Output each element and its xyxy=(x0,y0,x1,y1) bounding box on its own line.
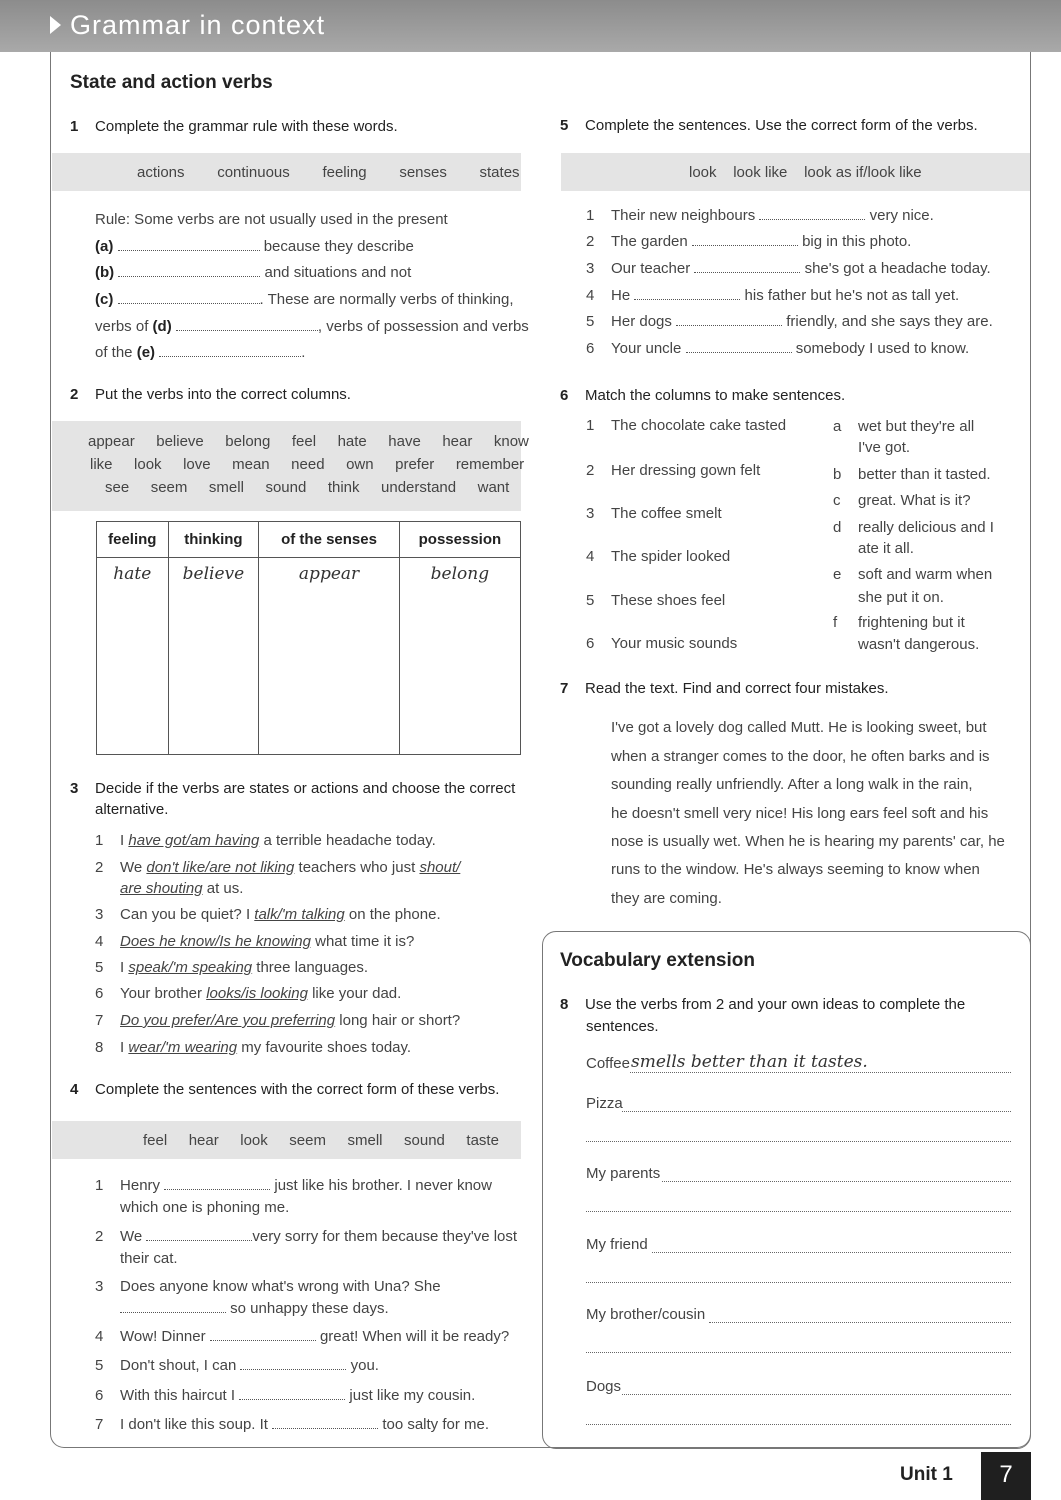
ex7-text-line: I've got a lovely dog called Mutt. He is looking sweet, but xyxy=(611,719,987,736)
ex5-item: 3 Our teacher she's got a headache today. xyxy=(586,260,991,277)
ex8-prompt-brother: My brother/cousin xyxy=(586,1306,706,1323)
ex7-text-line: nose is usually wet. When he is hearing my parents' car, he xyxy=(611,833,1005,850)
answer-blank[interactable] xyxy=(210,1329,316,1341)
ex6-right-item[interactable]: frightening but it xyxy=(858,614,965,631)
ex4-item: 2 We very sorry for them because they've lost xyxy=(95,1228,518,1245)
answer-blank[interactable] xyxy=(239,1388,345,1400)
ex4-item-cont: their cat. xyxy=(120,1250,178,1267)
ex1-words: actions continuous feeling senses states xyxy=(137,164,520,181)
answer-blank[interactable] xyxy=(164,1178,270,1190)
ex3-instruction: 3 Decide if the verbs are states or actions and choose the correct xyxy=(70,780,516,797)
ex6-left-item[interactable]: 4 The spider looked xyxy=(586,548,731,565)
ex6-right-item[interactable]: soft and warm when xyxy=(858,566,993,583)
ex4-words: feel hear look seem smell sound taste xyxy=(143,1132,499,1149)
ex1-instruction: 1 Complete the grammar rule with these words. xyxy=(70,118,398,135)
ex3-item-cont: are shouting at us. xyxy=(120,880,244,897)
ex6-right-item-cont: she put it on. xyxy=(858,589,944,606)
ex7-text-line: sounding really unfriendly. After a long walk in the rain, xyxy=(611,776,973,793)
answer-blank[interactable] xyxy=(634,288,740,300)
answer-blank[interactable] xyxy=(118,292,260,304)
answer-blank[interactable] xyxy=(759,208,865,220)
ex4-item: 4 Wow! Dinner great! When will it be ready? xyxy=(95,1328,510,1345)
ex8-prompt-pizza: Pizza xyxy=(586,1095,623,1112)
ex6-right-item[interactable]: great. What is it? xyxy=(858,492,971,509)
answer-line[interactable] xyxy=(586,1211,1011,1212)
ex8-example-answer: smells better than it tastes. xyxy=(631,1052,868,1072)
ex6-left-item[interactable]: 5 These shoes feel xyxy=(586,592,726,609)
ex4-item: 1 Henry just like his brother. I never know xyxy=(95,1177,492,1194)
section-title: State and action verbs xyxy=(70,72,273,93)
ex1-line-a: (a) because they describe xyxy=(95,238,414,255)
ex6-right-letter: e xyxy=(833,566,842,583)
example-answer: believe xyxy=(182,564,245,584)
ex3-item: 3 Can you be quiet? I talk/'m talking on the phone. xyxy=(95,906,441,923)
answer-line[interactable] xyxy=(586,1141,1011,1142)
answer-blank[interactable] xyxy=(146,1229,252,1241)
answer-line[interactable] xyxy=(622,1394,1011,1395)
ex6-right-letter: f xyxy=(833,614,838,631)
ex6-right-letter: c xyxy=(833,492,841,509)
header-title: Grammar in context xyxy=(70,10,326,40)
ex4-instruction: 4 Complete the sentences with the correct form of these verbs. xyxy=(70,1081,500,1098)
answer-blank[interactable] xyxy=(694,261,800,273)
ex5-item: 6 Your uncle somebody I used to know. xyxy=(586,340,970,357)
ex7-text-line: he doesn't smell very nice! His long ears feel soft and his xyxy=(611,805,989,822)
col-feeling-cell[interactable] xyxy=(97,558,169,755)
ex2-word-box xyxy=(52,421,529,511)
answer-line[interactable] xyxy=(709,1322,1011,1323)
ex2-instruction: 2 Put the verbs into the correct columns. xyxy=(70,386,351,403)
example-answer: hate xyxy=(113,564,152,584)
ex1-word-box xyxy=(52,153,521,191)
ex2-words-row2: like look love mean need own prefer remember xyxy=(90,456,525,473)
ex4-item: 5 Don't shout, I can you. xyxy=(95,1357,379,1374)
ex4-item: 6 With this haircut I just like my cousin. xyxy=(95,1387,476,1404)
ex8-prompt-friend: My friend xyxy=(586,1236,648,1253)
ex6-right-item-cont: I've got. xyxy=(858,439,911,456)
ex5-item: 2 The garden big in this photo. xyxy=(586,233,912,250)
col-possession-cell[interactable] xyxy=(399,558,520,755)
answer-line[interactable] xyxy=(586,1424,1011,1425)
ex6-right-item[interactable]: really delicious and I xyxy=(858,519,994,536)
ex3-item: 2 We don't like/are not liking teachers who just shout/ xyxy=(95,859,461,876)
ex5-words: look look like look as if/look like xyxy=(689,164,922,181)
ex2-columns-table xyxy=(96,521,521,755)
ex8-prompt-parents: My parents xyxy=(586,1165,661,1182)
ex1-line-d: verbs of (d) , verbs of possession and verbs xyxy=(95,318,529,335)
col-header-senses: of the senses xyxy=(259,522,400,558)
ex6-instruction: 6 Match the columns to make sentences. xyxy=(560,387,846,404)
ex6-right-letter: b xyxy=(833,466,842,483)
ex1-line-b: (b) and situations and not xyxy=(95,264,412,281)
col-header-thinking: thinking xyxy=(168,522,259,558)
ex3-item: 7 Do you prefer/Are you preferring long hair or short? xyxy=(95,1012,461,1029)
header-bar xyxy=(0,0,1061,52)
ex2-words-row1: appear believe belong feel hate have hear know xyxy=(88,433,529,450)
answer-blank[interactable] xyxy=(118,265,260,277)
answer-blank[interactable] xyxy=(120,1301,226,1313)
ex5-item: 4 He his father but he's not as tall yet. xyxy=(586,287,960,304)
example-answer: belong xyxy=(430,564,490,584)
ex8-instruction: 8 Use the verbs from 2 and your own ideas to complete the xyxy=(560,996,966,1013)
col-senses-cell[interactable] xyxy=(259,558,400,755)
ex6-right-letter: a xyxy=(833,418,842,435)
example-answer: appear xyxy=(298,564,360,584)
ex6-left-item[interactable]: 1 The chocolate cake tasted xyxy=(586,417,787,434)
answer-line[interactable] xyxy=(630,1072,1011,1073)
ex6-left-item[interactable]: 6 Your music sounds xyxy=(586,635,738,652)
answer-blank[interactable] xyxy=(692,234,798,246)
answer-blank[interactable] xyxy=(272,1417,378,1429)
answer-line[interactable] xyxy=(622,1111,1011,1112)
answer-blank[interactable] xyxy=(240,1358,346,1370)
ex1-line-e: of the (e) . xyxy=(95,344,306,361)
ex6-right-item[interactable]: better than it tasted. xyxy=(858,466,991,483)
answer-line[interactable] xyxy=(652,1252,1011,1253)
col-header-feeling: feeling xyxy=(97,522,169,558)
answer-blank[interactable] xyxy=(159,345,301,357)
ex6-right-item-cont: wasn't dangerous. xyxy=(858,636,980,653)
ex3-item: 1 I have got/am having a terrible headache today. xyxy=(95,832,436,849)
page-number: 7 xyxy=(981,1452,1031,1500)
answer-line[interactable] xyxy=(662,1181,1011,1182)
ex7-instruction: 7 Read the text. Find and correct four mistakes. xyxy=(560,680,889,697)
ex4-item: 3 Does anyone know what's wrong with Una? She xyxy=(95,1278,441,1295)
vocab-title: Vocabulary extension xyxy=(560,950,755,971)
ex3-item: 6 Your brother looks/is looking like your dad. xyxy=(95,985,402,1002)
ex1-rule-intro: Rule: Some verbs are not usually used in the present xyxy=(95,211,448,228)
ex6-right-letter: d xyxy=(833,519,842,536)
ex3-instruction-cont: alternative. xyxy=(95,801,169,818)
ex5-item: 5 Her dogs friendly, and she says they are. xyxy=(586,313,993,330)
ex5-item: 1 Their new neighbours very nice. xyxy=(586,207,934,224)
play-triangle-icon xyxy=(50,16,61,34)
ex8-prompt-dogs: Dogs xyxy=(586,1378,622,1395)
unit-label: Unit 1 xyxy=(900,1464,953,1485)
ex3-item: 8 I wear/'m wearing my favourite shoes today. xyxy=(95,1039,412,1056)
ex3-item: 4 Does he know/Is he knowing what time it is? xyxy=(95,933,415,950)
ex6-right-item[interactable]: wet but they're all xyxy=(858,418,975,435)
answer-blank[interactable] xyxy=(686,341,792,353)
ex1-line-c: (c) . These are normally verbs of thinking, xyxy=(95,291,514,308)
ex5-instruction: 5 Complete the sentences. Use the correct form of the verbs. xyxy=(560,117,978,134)
ex7-text-line: they are coming. xyxy=(611,890,722,907)
ex4-item-cont: which one is phoning me. xyxy=(120,1199,290,1216)
answer-line[interactable] xyxy=(586,1352,1011,1353)
answer-line[interactable] xyxy=(586,1282,1011,1283)
ex7-text-line: when a stranger comes to the door, he often barks and is xyxy=(611,748,990,765)
ex2-words-row3: see seem smell sound think understand want xyxy=(105,479,510,496)
ex8-example-label: Coffee xyxy=(586,1055,630,1072)
ex4-word-box xyxy=(52,1121,521,1159)
ex4-item-cont: so unhappy these days. xyxy=(120,1300,389,1317)
answer-blank[interactable] xyxy=(176,319,318,331)
answer-blank[interactable] xyxy=(676,314,782,326)
ex8-instruction-cont: sentences. xyxy=(586,1018,659,1035)
answer-blank[interactable] xyxy=(118,239,260,251)
ex5-word-box xyxy=(561,153,1030,191)
ex4-item: 7 I don't like this soup. It too salty for me. xyxy=(95,1416,490,1433)
col-header-possession: possession xyxy=(399,522,520,558)
col-thinking-cell[interactable] xyxy=(168,558,259,755)
ex7-text-line: runs to the window. He's always seeming to know when xyxy=(611,861,980,878)
ex6-left-item[interactable]: 3 The coffee smelt xyxy=(586,505,722,522)
ex6-left-item[interactable]: 2 Her dressing gown felt xyxy=(586,462,761,479)
ex6-right-item-cont: ate it all. xyxy=(858,540,914,557)
ex3-item: 5 I speak/'m speaking three languages. xyxy=(95,959,369,976)
